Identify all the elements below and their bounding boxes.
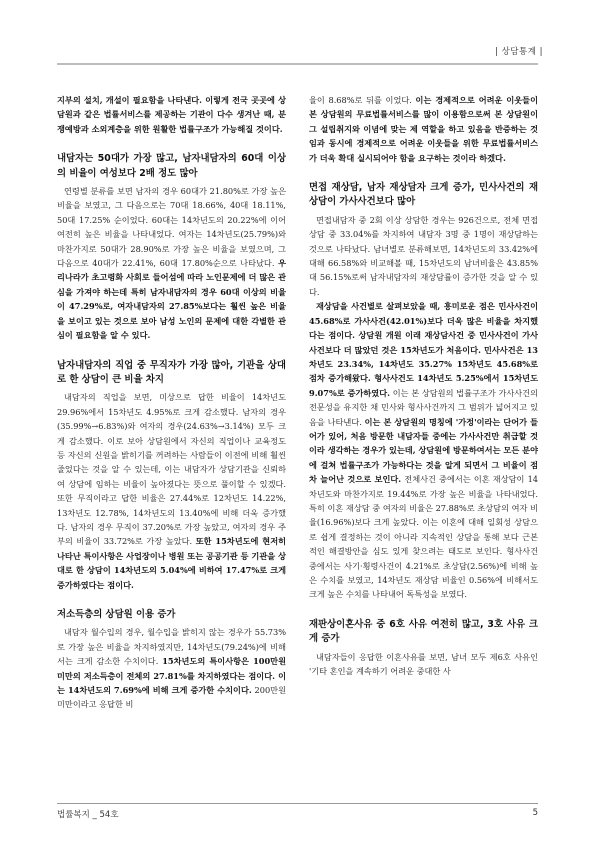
section-heading-age: 내담자는 50대가 가장 많고, 남자내담자의 60대 이상의 비율이 여성보다 2배 정도 많아 bbox=[57, 153, 286, 179]
reconsultation-tail: 전체사건 중에서는 이혼 재상담이 14차년도와 마찬가지로 19.44%로 가장 높은 비율을 나타내었다. 특히 이혼 재상담 중 여자의 비율은 27.88%로 초상담의 여자 비율(16.96%)보다 크게 높았다. 이는 이혼에 대해 일회성 상담으로 쉽게 결정하는 것이 아니라 지속적인 상담을 통해 보다 근본적인 해결방안을 심도 있게 찾으려는 태도로 보인다. 형사사건 중에서는 사기·횡령사건이 4.21%로 초상담(2.56%)에 비해 높은 수치를 보였고, 14차년도 재상담 비율인 0.56%에 비해서도 크게 높은 수치를 나타내어 독특성을 보였다. bbox=[309, 474, 538, 600]
income-paragraph bbox=[57, 625, 286, 711]
income-emphasis: 15차년도의 특이사항은 100만원 미만의 저소득층이 전체의 27.81%를 차지하였다는 점이다. 이는 14차년도의 7.69%에 비해 크게 증가한 수치이다. bbox=[57, 656, 286, 696]
right-column bbox=[309, 93, 538, 793]
reconsultation-paragraph-1: 면접내담자 중 2회 이상 상담한 경우는 926건으로, 전체 면접상담 중 33.04%를 차지하여 내담자 3명 중 1명이 재상담하는 것으로 나타났다. 남녀별로 분류해보면, 14차년도의 33.42%에 대해 66.58%와 비교해볼 때, 15차년도의 남녀비율은 43.85% 대 56.15%로써 남자내담자의 재상담률이 증가한 것을 알 수 있다. bbox=[309, 214, 538, 297]
age-emphasis: 우리나라가 초고령화 사회로 들어섬에 따라 노인문제에 더 많은 관심을 가져야 하는데 특히 남자내담자의 경우 60대 이상의 비율이 47.29%로, 여자내담자의 27.85%보다는 훨씬 높은 비율을 보이고 있는 것으로 보아 남성 노인의 문제에 대한 각별한 관심이 필요함을 알 수 있다. bbox=[57, 258, 286, 341]
header-rule bbox=[57, 63, 538, 65]
occupation-paragraph bbox=[57, 390, 286, 592]
age-paragraph bbox=[57, 184, 286, 342]
occupation-emphasis: 또한 15차년도에 현저히 나타난 특이사항은 사업장이나 병원 또는 공공기관 등 기관을 상대로 한 상담이 14차년도의 5.04%에 비하여 17.47%로 크게 증가하였다는 점이다. bbox=[57, 536, 286, 590]
occupation-text: 내담자의 직업을 보면, 미상으로 답한 비율이 14차년도 29.96%에서 15차년도 4.95%로 크게 감소했다. 남자의 경우(35.99%→6.83%)와 여자의 경우(24.63%→3.14%) 모두 크게 감소했다. 이로 보아 상담원에서 자신의 직업이나 교육정도 등 자신의 신원을 밝히기를 꺼려하는 사람들이 이전에 비해 훨씬 줄었다는 것을 알 수 있는데, 이는 내담자가 상담기관을 신뢰하여 상담에 임하는 비율이 높아졌다는 뜻으로 풀이할 수 있겠다. 또한 무직이라고 답한 비율은 27.44%로 12차년도 14.22%, 13차년도 12.78%, 14차년도의 13.40%에 비해 더욱 증가했다. 남자의 경우 무직이 37.20%로 가장 높았고, 여자의 경우 주부의 비율이 33.72%로 가장 높았다. bbox=[57, 392, 286, 547]
income-continued-paragraph bbox=[309, 93, 538, 165]
section-heading-reconsultation: 면접 재상담, 남자 재상담자 크게 증가, 민사사건의 재상담이 가사사건보다 많아 bbox=[309, 182, 538, 208]
income-tail: 200만원 미만이라고 응답한 비 bbox=[57, 685, 286, 710]
divorce-grounds-paragraph: 내담자들이 응답한 이혼사유를 보면, 남녀 모두 제6호 사유인 '기타 혼인을 계속하기 어려운 중대한 사 bbox=[309, 651, 538, 677]
income-text: 내담자 월수입의 경우, 월수입을 밝히지 않는 경우가 55.73%로 가장 높은 비율을 차지하였지만, 14차년도(79.24%)에 비해서는 크게 감소한 수치이다. bbox=[57, 627, 286, 667]
income-continued-text: 율이 8.68%로 뒤를 이었다. bbox=[309, 95, 412, 105]
age-text: 연령별 분류를 보면 남자의 경우 60대가 21.80%로 가장 높은 비율을 보였고, 그 다음으로는 70대 18.66%, 40대 18.11%, 50대 17.25% 순이었다. 60대는 14차년도의 20.22%에 이어 여전히 높은 비율을 나타내었다. 여자는 14차년도(25.79%)와 마찬가지로 50대가 28.90%로 가장 높은 비율을 보였으며, 그 다음으로 40대가 22.41%, 60대 17.80%순으로 나타났다. bbox=[57, 186, 286, 269]
page-number: 5 bbox=[532, 808, 538, 818]
income-continued-emphasis: 이는 경제적으로 어려운 이웃들이 본 상담원의 무료법률서비스를 많이 이용함으로써 본 상담원이 그 설립취지와 이념에 맞는 제 역할을 하고 있음을 반증하는 것임과 동시에 경제적으로 어려운 이웃들을 위한 무료법률서비스가 더욱 확대 실시되어야 함을 요구하는 것이라 하겠다. bbox=[309, 95, 538, 163]
journal-issue: 법률복지 _ 54호 bbox=[57, 810, 119, 820]
intro-paragraph: 지부의 설치, 개설이 필요함을 나타낸다. 이렇게 전국 곳곳에 상담원과 같은 법률서비스를 제공하는 기관이 다수 생겨난 때, 분쟁예방과 소외계층을 위한 원활한 법률구조가 가능해질 것이다. bbox=[57, 95, 286, 134]
reconsultation-paragraph-2 bbox=[309, 299, 538, 602]
section-header: | 상담통계 | bbox=[495, 47, 543, 57]
section-heading-occupation: 남자내담자의 직업 중 무직자가 가장 많아, 기관을 상대로 한 상담이 큰 비율 차지 bbox=[57, 359, 286, 385]
left-column bbox=[57, 93, 286, 793]
reconsultation-emphasis: 재상담을 사건별로 살펴보았을 때, 흥미로운 점은 민사사건이 45.68%로 가사사건(42.01%)보다 더욱 많은 비율을 차지했다는 점이다. 상담원 개원 이래 재상담사건 중 민사사건이 가사사건보다 더 많았던 것은 15차년도가 처음이다. 민사사건은 13차년도 23.34%, 14차년도 35.27% 15차년도 45.68%로 점차 증가해왔다. 형사사건도 14차년도 5.25%에서 15차년도 9.07%로 증가하였다. bbox=[309, 301, 538, 398]
section-heading-divorce-grounds: 재판상이혼사유 중 6호 사유 여전히 많고, 3호 사유 크게 증가 bbox=[309, 618, 538, 645]
section-heading-income: 저소득층의 상담원 이용 증가 bbox=[57, 609, 176, 620]
reconsultation-emphasis-2: 이는 본 상담원의 명칭에 '가정'이라는 단어가 들어가 있어, 처음 방문한 내담자들 중에는 가사사건만 취급할 것이라 생각하는 경우가 있는데, 상담원에 방문하여서는 모든 분야에 걸쳐 법률구조가 가능하다는 것을 알게 되면서 그 비율이 점차 늘어난 것으로 보인다. bbox=[309, 416, 538, 485]
reconsultation-text: 이는 본 상담원의 법률구조가 가사사건의 전문성을 유지한 채 민사와 형사사건까지 그 범위가 넓어지고 있음을 나타낸다. bbox=[309, 387, 538, 427]
footer-rule bbox=[57, 803, 538, 804]
